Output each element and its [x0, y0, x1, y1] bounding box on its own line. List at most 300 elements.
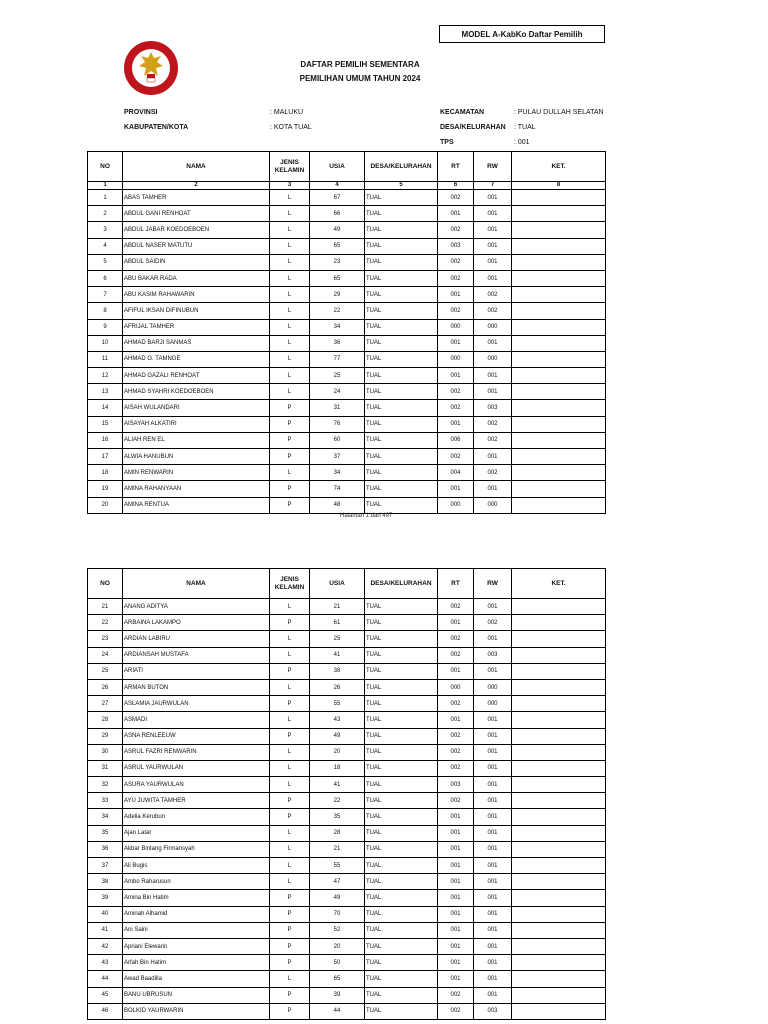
cell-jenis-kelamin: L [270, 368, 310, 384]
cell-nama: Ali Bugis [123, 858, 270, 874]
cell-rw: 001 [474, 663, 512, 679]
table-row [88, 384, 606, 400]
cell-rt: 002 [438, 728, 474, 744]
cell-rw: 001 [474, 384, 512, 400]
cell-desa: TUAL [365, 744, 438, 760]
cell-ket [512, 497, 606, 513]
kecamatan-value: : PULAU DULLAH SELATAN [514, 109, 604, 116]
cell-no: 3 [88, 222, 123, 238]
desa-label: DESA/KELURAHAN [440, 124, 506, 131]
cell-no: 30 [88, 744, 123, 760]
cell-nama: Adelia Kerubun [123, 809, 270, 825]
cell-desa: TUAL [365, 938, 438, 954]
cell-usia: 49 [310, 728, 365, 744]
cell-usia: 22 [310, 793, 365, 809]
column-number: 1 [88, 182, 123, 190]
cell-desa: TUAL [365, 432, 438, 448]
cell-rt: 002 [438, 744, 474, 760]
cell-jenis-kelamin: L [270, 647, 310, 663]
cell-nama: AMIN RENWARIN [123, 465, 270, 481]
cell-jenis-kelamin: L [270, 351, 310, 367]
table-row [88, 922, 606, 938]
cell-jenis-kelamin: L [270, 971, 310, 987]
table-row [88, 190, 606, 206]
tps-label: TPS [440, 139, 454, 146]
cell-nama: Amina Bin Hatim [123, 890, 270, 906]
cell-rw: 001 [474, 599, 512, 615]
cell-nama: Ajan Latar [123, 825, 270, 841]
cell-ket [512, 206, 606, 222]
cell-desa: TUAL [365, 449, 438, 465]
cell-desa: TUAL [365, 696, 438, 712]
cell-usia: 24 [310, 384, 365, 400]
cell-no: 10 [88, 335, 123, 351]
cell-rw: 002 [474, 303, 512, 319]
cell-rt: 002 [438, 303, 474, 319]
cell-no: 45 [88, 987, 123, 1003]
cell-rw: 001 [474, 631, 512, 647]
table-row [88, 368, 606, 384]
cell-jenis-kelamin: P [270, 400, 310, 416]
table-row [88, 599, 606, 615]
table-row [88, 319, 606, 335]
cell-jenis-kelamin: L [270, 825, 310, 841]
cell-rt: 003 [438, 238, 474, 254]
cell-no: 23 [88, 631, 123, 647]
col-header-rw: RW [474, 152, 512, 182]
col-header-no: NO [88, 569, 123, 599]
cell-desa: TUAL [365, 955, 438, 971]
cell-rw: 001 [474, 987, 512, 1003]
cell-nama: ARIATI [123, 663, 270, 679]
cell-rt: 002 [438, 760, 474, 776]
cell-ket [512, 190, 606, 206]
table-row [88, 793, 606, 809]
cell-jenis-kelamin: L [270, 270, 310, 286]
cell-nama: ARDIANSAH MUSTAFA [123, 647, 270, 663]
cell-usia: 29 [310, 287, 365, 303]
cell-rt: 002 [438, 384, 474, 400]
cell-no: 1 [88, 190, 123, 206]
cell-rt: 002 [438, 449, 474, 465]
cell-rw: 000 [474, 319, 512, 335]
cell-jenis-kelamin: P [270, 481, 310, 497]
cell-no: 27 [88, 696, 123, 712]
document-subtitle: PEMILIHAN UMUM TAHUN 2024 [299, 74, 421, 83]
cell-rw: 001 [474, 728, 512, 744]
cell-usia: 60 [310, 432, 365, 448]
cell-ket [512, 416, 606, 432]
cell-rt: 006 [438, 432, 474, 448]
cell-nama: AFRIJAL TAMHER [123, 319, 270, 335]
cell-nama: ABU KASIM RAHAWARIN [123, 287, 270, 303]
cell-usia: 43 [310, 712, 365, 728]
cell-rw: 001 [474, 449, 512, 465]
cell-usia: 77 [310, 351, 365, 367]
cell-no: 6 [88, 270, 123, 286]
cell-ket [512, 858, 606, 874]
table-row [88, 335, 606, 351]
cell-nama: ASMADI [123, 712, 270, 728]
column-number: 5 [365, 182, 438, 190]
cell-no: 25 [88, 663, 123, 679]
cell-ket [512, 663, 606, 679]
cell-nama: ASRUL YAURWULAN [123, 760, 270, 776]
cell-rt: 002 [438, 793, 474, 809]
col-header-rt: RT [438, 569, 474, 599]
cell-desa: TUAL [365, 663, 438, 679]
cell-rw: 001 [474, 744, 512, 760]
provinsi-label: PROVINSI [124, 109, 158, 116]
cell-jenis-kelamin: P [270, 449, 310, 465]
cell-nama: ARBAINA LAKAMPO [123, 615, 270, 631]
cell-desa: TUAL [365, 760, 438, 776]
cell-usia: 37 [310, 449, 365, 465]
cell-rt: 000 [438, 351, 474, 367]
table-row [88, 825, 606, 841]
cell-jenis-kelamin: L [270, 384, 310, 400]
cell-jenis-kelamin: L [270, 190, 310, 206]
cell-ket [512, 599, 606, 615]
cell-rt: 001 [438, 971, 474, 987]
cell-desa: TUAL [365, 368, 438, 384]
cell-nama: AFIFUL IKSAN DIFINUBUN [123, 303, 270, 319]
cell-nama: AHMAD GAZALI RENHOAT [123, 368, 270, 384]
cell-desa: TUAL [365, 679, 438, 695]
cell-rw: 003 [474, 400, 512, 416]
cell-rw: 001 [474, 368, 512, 384]
cell-usia: 18 [310, 760, 365, 776]
cell-nama: ALIAH REN EL [123, 432, 270, 448]
table-header-row [88, 152, 606, 182]
cell-nama: ABAS TAMHER [123, 190, 270, 206]
cell-ket [512, 809, 606, 825]
cell-rw: 001 [474, 335, 512, 351]
cell-rw: 001 [474, 481, 512, 497]
table-row [88, 647, 606, 663]
col-header-jenis-kelamin: JENIS KELAMIN [270, 152, 310, 182]
table-row [88, 615, 606, 631]
cell-rw: 000 [474, 497, 512, 513]
cell-ket [512, 400, 606, 416]
cell-usia: 65 [310, 270, 365, 286]
cell-no: 17 [88, 449, 123, 465]
cell-rw: 001 [474, 890, 512, 906]
desa-value: : TUAL [514, 124, 536, 131]
cell-desa: TUAL [365, 841, 438, 857]
col-header-usia: USIA [310, 152, 365, 182]
cell-nama: ANANG ADITYA [123, 599, 270, 615]
cell-desa: TUAL [365, 465, 438, 481]
cell-rw: 001 [474, 712, 512, 728]
cell-rt: 002 [438, 987, 474, 1003]
cell-usia: 49 [310, 890, 365, 906]
column-number: 3 [270, 182, 310, 190]
cell-jenis-kelamin: L [270, 222, 310, 238]
cell-rt: 001 [438, 712, 474, 728]
cell-rt: 001 [438, 955, 474, 971]
cell-no: 7 [88, 287, 123, 303]
cell-no: 8 [88, 303, 123, 319]
cell-no: 13 [88, 384, 123, 400]
col-header-nama: NAMA [123, 152, 270, 182]
cell-ket [512, 1003, 606, 1019]
cell-rt: 001 [438, 825, 474, 841]
cell-rw: 001 [474, 825, 512, 841]
cell-ket [512, 481, 606, 497]
cell-nama: ABDUL GANI RENHOAT [123, 206, 270, 222]
tps-value: : 001 [514, 139, 530, 146]
cell-nama: Arfah Bin Hatim [123, 955, 270, 971]
cell-rt: 000 [438, 679, 474, 695]
cell-rt: 004 [438, 465, 474, 481]
cell-rt: 002 [438, 270, 474, 286]
cell-rt: 001 [438, 206, 474, 222]
cell-nama: ASLAMIA JAURWULAN [123, 696, 270, 712]
cell-ket [512, 679, 606, 695]
cell-jenis-kelamin: L [270, 679, 310, 695]
table-row [88, 906, 606, 922]
table-row [88, 744, 606, 760]
cell-nama: ABU BAKAR RADA [123, 270, 270, 286]
kabupaten-label: KABUPATEN/KOTA [124, 124, 189, 131]
cell-desa: TUAL [365, 825, 438, 841]
cell-jenis-kelamin: P [270, 955, 310, 971]
cell-rt: 001 [438, 615, 474, 631]
table-row [88, 631, 606, 647]
cell-rw: 003 [474, 1003, 512, 1019]
cell-rw: 001 [474, 777, 512, 793]
cell-no: 41 [88, 922, 123, 938]
cell-desa: TUAL [365, 631, 438, 647]
cell-nama: Aminah Alhamid [123, 906, 270, 922]
table-row [88, 497, 606, 513]
cell-no: 36 [88, 841, 123, 857]
cell-jenis-kelamin: L [270, 712, 310, 728]
cell-rw: 002 [474, 615, 512, 631]
cell-rt: 001 [438, 874, 474, 890]
cell-no: 38 [88, 874, 123, 890]
cell-rt: 001 [438, 809, 474, 825]
provinsi-value: : MALUKU [270, 109, 304, 116]
cell-nama: AMINA RENTUA [123, 497, 270, 513]
cell-nama: ABDUL SAIDIN [123, 254, 270, 270]
cell-ket [512, 432, 606, 448]
cell-jenis-kelamin: P [270, 938, 310, 954]
cell-ket [512, 319, 606, 335]
cell-usia: 70 [310, 906, 365, 922]
cell-usia: 21 [310, 599, 365, 615]
cell-rt: 001 [438, 663, 474, 679]
table-row [88, 1003, 606, 1019]
kabupaten-value: : KOTA TUAL [270, 124, 312, 131]
cell-jenis-kelamin: L [270, 335, 310, 351]
column-number: 2 [123, 182, 270, 190]
cell-desa: TUAL [365, 809, 438, 825]
cell-rw: 001 [474, 922, 512, 938]
cell-no: 9 [88, 319, 123, 335]
cell-nama: BOLKID YAURWARIN [123, 1003, 270, 1019]
table-row [88, 971, 606, 987]
table-row [88, 238, 606, 254]
cell-usia: 22 [310, 303, 365, 319]
cell-no: 29 [88, 728, 123, 744]
table-row [88, 809, 606, 825]
cell-nama: Ambo Raharusun [123, 874, 270, 890]
cell-no: 22 [88, 615, 123, 631]
cell-rw: 001 [474, 238, 512, 254]
cell-jenis-kelamin: L [270, 254, 310, 270]
cell-usia: 49 [310, 222, 365, 238]
cell-desa: TUAL [365, 497, 438, 513]
cell-no: 37 [88, 858, 123, 874]
cell-usia: 76 [310, 416, 365, 432]
cell-desa: TUAL [365, 481, 438, 497]
cell-rt: 002 [438, 631, 474, 647]
table-row [88, 400, 606, 416]
table-row [88, 728, 606, 744]
cell-ket [512, 874, 606, 890]
cell-no: 5 [88, 254, 123, 270]
cell-jenis-kelamin: P [270, 809, 310, 825]
cell-no: 39 [88, 890, 123, 906]
cell-jenis-kelamin: P [270, 416, 310, 432]
cell-ket [512, 906, 606, 922]
col-header-desa: DESA/KELURAHAN [365, 152, 438, 182]
cell-nama: ASNA RENLEEUW [123, 728, 270, 744]
cell-jenis-kelamin: L [270, 631, 310, 647]
cell-usia: 41 [310, 777, 365, 793]
cell-nama: AYU JUWITA TAMHER [123, 793, 270, 809]
cell-no: 14 [88, 400, 123, 416]
cell-usia: 65 [310, 971, 365, 987]
cell-usia: 34 [310, 319, 365, 335]
cell-ket [512, 987, 606, 1003]
cell-no: 46 [88, 1003, 123, 1019]
kpu-logo-icon [121, 38, 181, 98]
table-row [88, 696, 606, 712]
cell-rt: 002 [438, 222, 474, 238]
cell-no: 34 [88, 809, 123, 825]
cell-jenis-kelamin: L [270, 319, 310, 335]
col-header-desa: DESA/KELURAHAN [365, 569, 438, 599]
cell-rw: 000 [474, 351, 512, 367]
cell-desa: TUAL [365, 254, 438, 270]
cell-desa: TUAL [365, 335, 438, 351]
cell-nama: ABDUL NASER MATUTU [123, 238, 270, 254]
cell-jenis-kelamin: P [270, 696, 310, 712]
cell-desa: TUAL [365, 384, 438, 400]
cell-usia: 44 [310, 1003, 365, 1019]
table-row [88, 841, 606, 857]
cell-ket [512, 465, 606, 481]
cell-rw: 001 [474, 858, 512, 874]
cell-nama: ARMAN BUTON [123, 679, 270, 695]
col-header-jenis-kelamin: JENIS KELAMIN [270, 569, 310, 599]
table-row [88, 987, 606, 1003]
cell-usia: 55 [310, 858, 365, 874]
table-row [88, 351, 606, 367]
cell-usia: 36 [310, 335, 365, 351]
cell-jenis-kelamin: L [270, 465, 310, 481]
cell-ket [512, 449, 606, 465]
cell-nama: ASRUL FAZRI RENWARIN [123, 744, 270, 760]
cell-no: 24 [88, 647, 123, 663]
cell-ket [512, 841, 606, 857]
cell-rw: 002 [474, 432, 512, 448]
cell-no: 28 [88, 712, 123, 728]
page-footer: Halaman 1 dari 497 [340, 513, 393, 519]
cell-jenis-kelamin: L [270, 287, 310, 303]
cell-jenis-kelamin: P [270, 663, 310, 679]
col-header-rt: RT [438, 152, 474, 182]
cell-ket [512, 955, 606, 971]
cell-nama: ARDIAN LABIRU [123, 631, 270, 647]
column-number: 7 [474, 182, 512, 190]
cell-ket [512, 696, 606, 712]
cell-rw: 000 [474, 679, 512, 695]
cell-rt: 000 [438, 319, 474, 335]
col-header-nama: NAMA [123, 569, 270, 599]
cell-rt: 001 [438, 368, 474, 384]
column-number-row [88, 182, 606, 190]
cell-usia: 21 [310, 841, 365, 857]
table-row [88, 760, 606, 776]
cell-desa: TUAL [365, 222, 438, 238]
table-row [88, 874, 606, 890]
cell-usia: 26 [310, 679, 365, 695]
cell-ket [512, 712, 606, 728]
cell-rw: 002 [474, 416, 512, 432]
cell-desa: TUAL [365, 906, 438, 922]
cell-rt: 001 [438, 416, 474, 432]
cell-ket [512, 222, 606, 238]
cell-no: 44 [88, 971, 123, 987]
cell-ket [512, 938, 606, 954]
cell-no: 33 [88, 793, 123, 809]
voter-table-page-1 [87, 151, 606, 514]
cell-rw: 002 [474, 465, 512, 481]
cell-usia: 48 [310, 497, 365, 513]
cell-desa: TUAL [365, 400, 438, 416]
cell-no: 12 [88, 368, 123, 384]
cell-nama: AHMAD SYAHRI KOEDOEBOEN [123, 384, 270, 400]
table-row [88, 206, 606, 222]
cell-desa: TUAL [365, 287, 438, 303]
cell-ket [512, 238, 606, 254]
cell-desa: TUAL [365, 890, 438, 906]
cell-no: 4 [88, 238, 123, 254]
cell-usia: 25 [310, 631, 365, 647]
cell-nama: Akbar Bintang Firmansyah [123, 841, 270, 857]
cell-no: 21 [88, 599, 123, 615]
column-number: 8 [512, 182, 606, 190]
cell-no: 18 [88, 465, 123, 481]
cell-jenis-kelamin: P [270, 987, 310, 1003]
cell-no: 26 [88, 679, 123, 695]
cell-jenis-kelamin: P [270, 793, 310, 809]
cell-rw: 001 [474, 906, 512, 922]
cell-desa: TUAL [365, 874, 438, 890]
cell-rt: 001 [438, 906, 474, 922]
cell-rt: 002 [438, 400, 474, 416]
cell-ket [512, 303, 606, 319]
col-header-ket: KET. [512, 152, 606, 182]
cell-rt: 001 [438, 841, 474, 857]
cell-rw: 001 [474, 222, 512, 238]
cell-rw: 001 [474, 270, 512, 286]
cell-usia: 66 [310, 206, 365, 222]
